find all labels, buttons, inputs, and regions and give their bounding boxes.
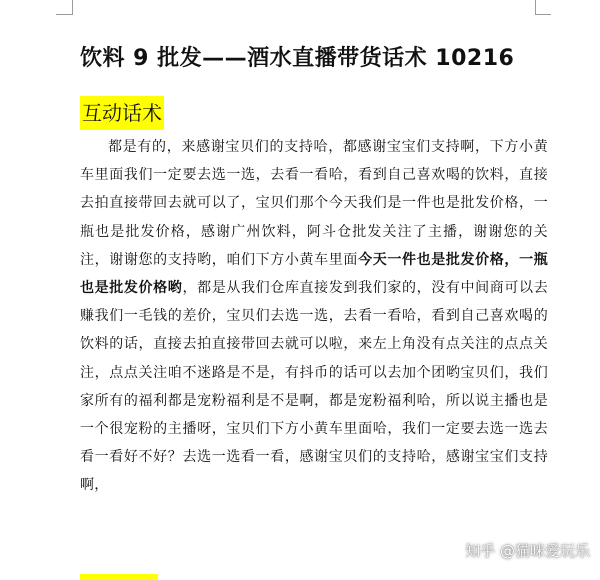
section-heading: 互动话术 bbox=[80, 96, 164, 130]
paragraph-text: ，都是从我们仓库直接发到我们家的，没有中间商可以去赚我们一毛钱的差价，宝贝们去选一选，去看一看哈，看到自己喜欢喝的饮料的话，直接去拍直接带回去就可以啦，来左上角没有点关注的点点关注，点点关注咱不迷路是不是，有抖币的话可以去加个团哟宝贝们，我们家所有的福利都是宠粉福利是不是啊，都是宠粉福利哈，所以说主播也是一个很宠粉的主播呀，宝贝们下方小黄车里面哈，我们一定要去选一选去看一看好不好？去选一选看一看，感谢宝贝们的支持哈，感谢宝宝们支持啊， bbox=[80, 280, 548, 494]
watermark: 知乎 @猫咪爱玩乐 bbox=[465, 542, 590, 560]
crop-mark-top-left bbox=[56, 14, 72, 15]
crop-mark-top-left bbox=[72, 0, 73, 15]
body-paragraph bbox=[80, 133, 548, 500]
paragraph-text: 都是有的，来感谢宝贝们的支持哈，都感谢宝宝们支持啊，下方小黄车里面我们一定要去选一选，去看一看哈，看到自己喜欢喝的饮料，直接去拍直接带回去就可以了，宝贝们那个今天我们是一件也是批发价格，一瓶也是批发价格，感谢广州饮料，阿斗仓批发关注了主播，谢谢您的关注，谢谢您的支持哟，咱们下方小黄车里面 bbox=[80, 139, 548, 268]
crop-mark-top-right bbox=[535, 0, 536, 15]
crop-mark-top-right bbox=[535, 14, 551, 15]
paragraph-bold-text: 今天一件也是批发价格，一瓶也是批发价格哟 bbox=[80, 251, 548, 297]
document-title: 饮料 9 批发——酒水直播带货话术 10216 bbox=[80, 46, 515, 71]
next-section-highlight bbox=[80, 574, 158, 580]
